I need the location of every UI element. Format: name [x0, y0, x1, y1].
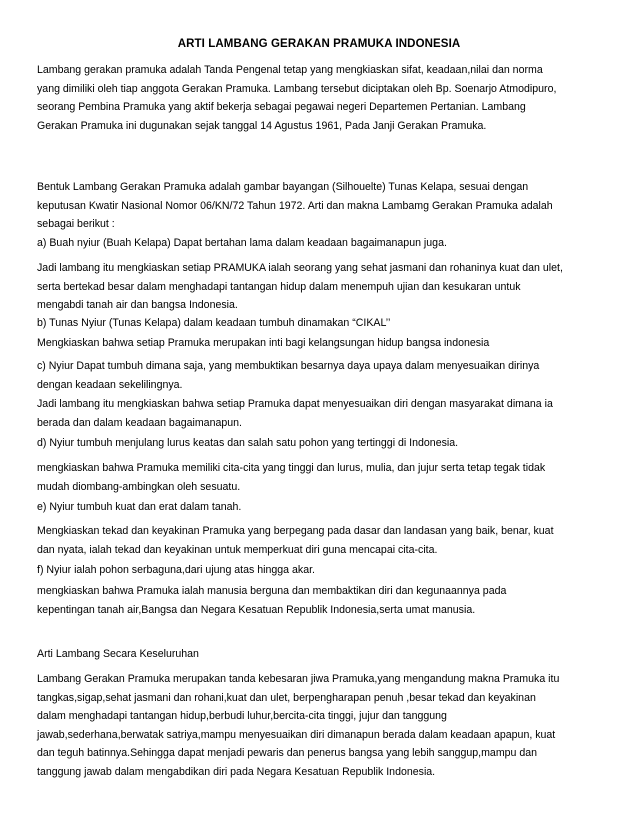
paragraph-item-f: [37, 561, 603, 580]
text-line: dan nyata, ialah tekad dan keyakinan untuk memperkuat diri guna mencapai cita-cita.: [37, 543, 438, 556]
paragraph-item-c-meaning: [37, 395, 603, 432]
text-line: dalam menghadapi tantangan hidup,berbudi luhur,bercita-cita tinggi, jujur dan tanggung: [37, 710, 447, 722]
text-line: mengkiaskan bahwa Pramuka memiliki cita-cita yang tinggi dan lurus, mulia, dan jujur serta tetap tegak tidak: [37, 462, 546, 474]
text-line: Jadi lambang itu mengkiaskan setiap PRAMUKA ialah seorang yang sehat jasmani dan rohaninya kuat dan ulet,: [37, 262, 563, 274]
text-line: d) Nyiur tumbuh menjulang lurus keatas dan salah satu pohon yang tertinggi di Indonesia.: [37, 437, 459, 449]
text-line: serta bertekad besar dalam menghadapi tantangan hidup dalam menempuh ujian dan kesukaran untuk: [37, 280, 521, 293]
paragraph-item-d-meaning: [37, 459, 603, 496]
text-line: mudah diombang-ambingkan oleh sesuatu.: [37, 480, 241, 493]
section-heading-keseluruhan: [37, 645, 603, 664]
text-line: tanggung jawab dalam mengabdikan diri pada Negara Kesatuan Republik Indonesia.: [37, 765, 436, 778]
paragraph-item-a-meaning: [37, 259, 603, 315]
text-line: sebagai berikut :: [37, 218, 115, 230]
text-line: Mengkiaskan tekad dan keyakinan Pramuka yang berpegang pada dasar dan landasan yang baik, benar, kuat: [37, 525, 554, 537]
paragraph-keseluruhan: [37, 670, 603, 781]
text-line: Jadi lambang itu mengkiaskan bahwa setiap Pramuka dapat menyesuaikan diri dengan masyarakat dimana ia: [37, 398, 553, 410]
text-line: c) Nyiur Dapat tumbuh dimana saja, yang membuktikan besarnya daya upaya dalam menyesuaikan dirinya: [37, 360, 540, 372]
paragraph-item-a: [37, 234, 603, 253]
text-line: Arti Lambang Secara Keseluruhan: [37, 648, 199, 660]
text-line: Lambang Gerakan Pramuka merupakan tanda kebesaran jiwa Pramuka,yang mengandung makna Pramuka itu: [37, 673, 560, 685]
paragraph-item-f-meaning: [37, 582, 603, 619]
text-line: Mengkiaskan bahwa setiap Pramuka merupakan inti bagi kelangsungan hidup bangsa indonesia: [37, 337, 490, 349]
paragraph-item-e-meaning: [37, 522, 603, 559]
text-line: f) Nyiur ialah pohon serbaguna,dari ujung atas hingga akar.: [37, 564, 315, 576]
text-line: Bentuk Lambang Gerakan Pramuka adalah gambar bayangan (Silhouelte) Tunas Kelapa, sesuai dengan: [37, 181, 529, 193]
text-line: mengkiaskan bahwa Pramuka ialah manusia berguna dan membaktikan diri dan kegunaannya pada: [37, 585, 507, 597]
text-line: yang dimiliki oleh tiap anggota Gerakan Pramuka. Lambang tersebut diciptakan oleh Bp. Soenarjo Atmodipuro,: [37, 82, 557, 95]
text-line: e) Nyiur tumbuh kuat dan erat dalam tanah.: [37, 501, 242, 513]
text-line: kepentingan tanah air,Bangsa dan Negara Kesatuan Republik Indonesia,serta umat manusia.: [37, 603, 476, 616]
paragraph-item-e: [37, 498, 603, 517]
paragraph-intro: [37, 61, 603, 135]
text-line: tangkas,sigap,sehat jasmani dan rohani,kuat dan ulet, berpengharapan penuh ,besar tekad dan keyakinan: [37, 691, 536, 704]
text-line: mengabdi tanah air dan bangsa Indonesia.: [37, 299, 238, 311]
text-line: Lambang gerakan pramuka adalah Tanda Pengenal tetap yang mengkiaskan sifat, keadaan,nilai dan norma: [37, 64, 543, 76]
text-line: jawab,sederhana,berwatak satriya,mampu menyesuaikan diri dimanapun berada dalam keadaan apapun, kuat: [37, 728, 556, 741]
paragraph-bentuk-lambang: [37, 178, 603, 234]
paragraph-item-d: [37, 434, 603, 453]
paragraph-item-c: [37, 357, 603, 394]
text-line: keputusan Kwatir Nasional Nomor 06/KN/72 Tahun 1972. Arti dan makna Lambamg Gerakan Pramuka adalah: [37, 199, 553, 212]
text-line: Gerakan Pramuka ini dugunakan sejak tanggal 14 Agustus 1961, Pada Janji Gerakan Pramuka.: [37, 119, 487, 132]
text-line: dan teguh batinnya.Sehingga dapat menjadi pewaris dan penerus bangsa yang lebih sanggup,mampu dan: [37, 747, 538, 759]
text-line: seorang Pembina Pramuka yang aktif bekerja sebagai pegawai negeri Departemen Pertanian. Lambang: [37, 101, 526, 113]
paragraph-item-b-meaning: [37, 334, 603, 353]
document-title: ARTI LAMBANG GERAKAN PRAMUKA INDONESIA: [177, 38, 461, 50]
text-line: berada dan dalam keadaan bagaimanapun.: [37, 416, 242, 429]
text-line: a) Buah nyiur (Buah Kelapa) Dapat bertahan lama dalam keadaan bagaimanapun juga.: [37, 237, 447, 249]
paragraph-item-b: [37, 314, 603, 333]
text-line: b) Tunas Nyiur (Tunas Kelapa) dalam keadaan tumbuh dinamakan “CIKAL’’: [37, 317, 391, 329]
text-line: dengan keadaan sekelilingnya.: [37, 378, 183, 391]
